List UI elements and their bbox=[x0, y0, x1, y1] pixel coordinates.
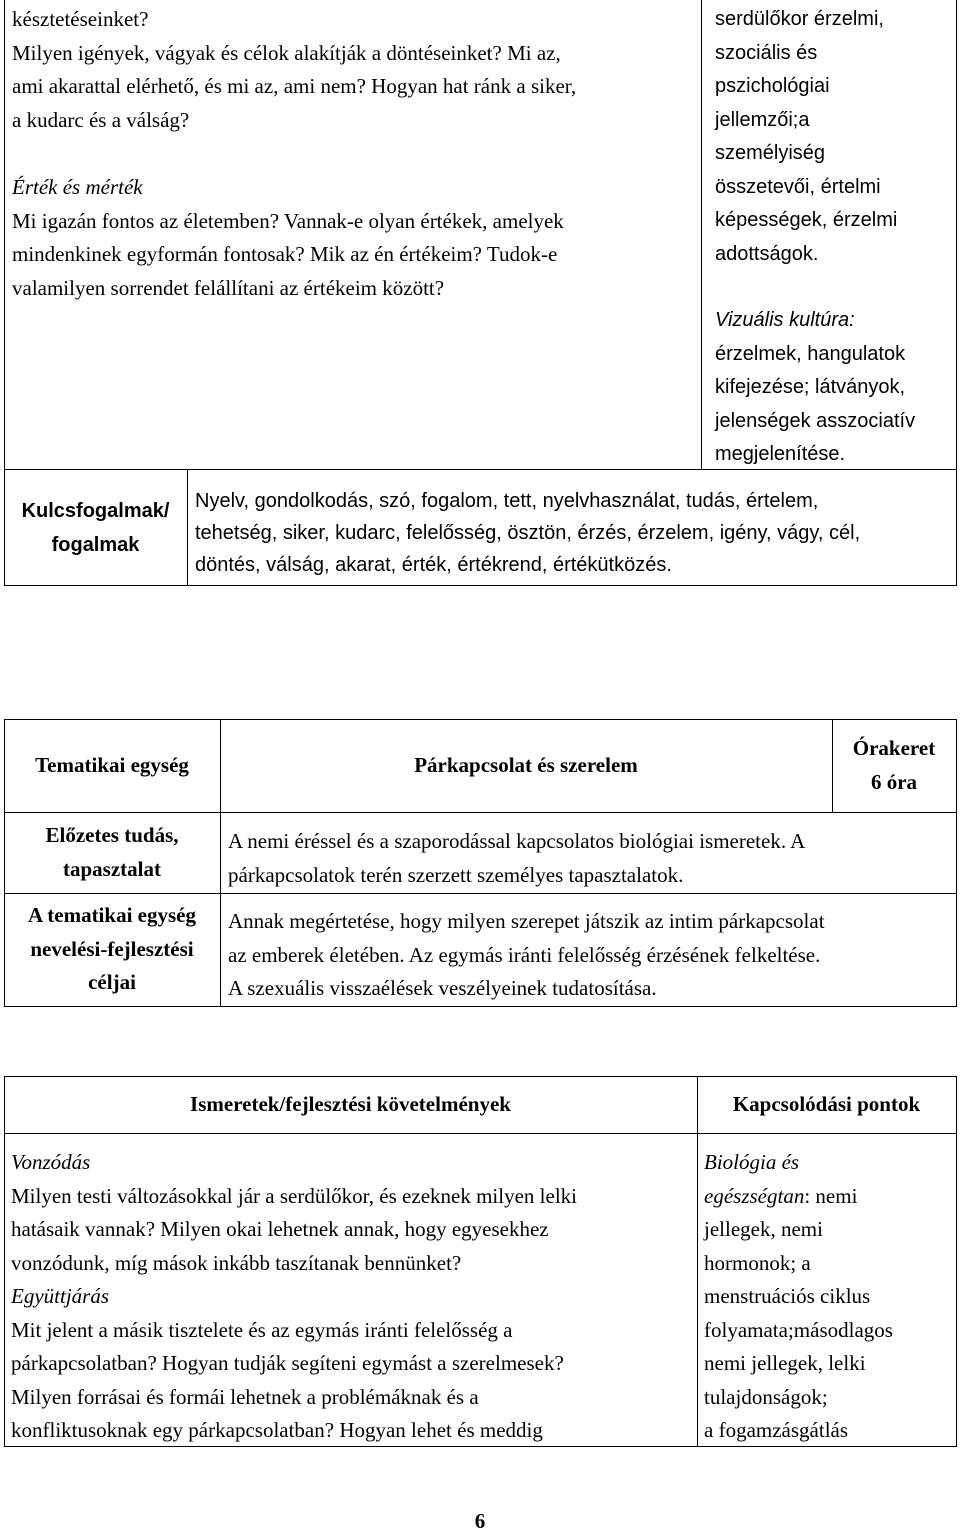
value-section bbox=[12, 171, 564, 305]
hours-cell bbox=[832, 732, 956, 799]
subject-line: kifejezése; látványok, bbox=[715, 376, 906, 398]
label-line: tapasztalat bbox=[63, 856, 161, 881]
label-line: A tematikai egység bbox=[28, 903, 196, 927]
table-2-border-right bbox=[956, 719, 957, 1007]
table-3-border-header bbox=[4, 1133, 957, 1134]
connection-line: jellemzői;a bbox=[715, 108, 810, 131]
hours-label: Órakeret bbox=[852, 736, 936, 760]
table-2-border-bottom bbox=[4, 1006, 957, 1007]
subject-title-part: egészségtan bbox=[704, 1183, 805, 1208]
label-line: céljai bbox=[88, 970, 136, 994]
connections-line: tulajdonságok; bbox=[704, 1384, 828, 1409]
subject-line: érzelmek, hangulatok bbox=[715, 342, 906, 365]
requirements-line: konfliktusoknak egy párkapcsolatban? Hogyan lehet és meddig bbox=[11, 1418, 543, 1442]
question-line: Milyen igények, vágyak és célok alakítják a döntéseinket? Mi az, bbox=[12, 40, 561, 65]
table-2-border-top bbox=[4, 719, 957, 720]
section-line: valamilyen sorrendet felállítani az értékeim között? bbox=[12, 275, 445, 300]
connection-line: összetevői, értelmi bbox=[715, 175, 881, 198]
goals-label bbox=[4, 899, 220, 1000]
subject-line: jelenségek asszociatív bbox=[715, 409, 916, 432]
unit-title: Párkapcsolat és szerelem bbox=[414, 753, 638, 777]
section-line: mindenkinek egyformán fontosak? Mik az én értékeim? Tudok-e bbox=[12, 242, 558, 266]
table-1-border-right bbox=[956, 0, 957, 585]
question-line: ami akarattal elérhető, és mi az, ami nem? Hogyan hat ránk a siker, bbox=[12, 74, 577, 98]
table-1-border-bottom bbox=[4, 585, 957, 586]
requirements-line: vonzódunk, míg mások inkább taszítanak bennünket? bbox=[11, 1250, 462, 1275]
section-title: Együttjárás bbox=[11, 1284, 109, 1308]
page-number: 6 bbox=[474, 1509, 486, 1533]
label-line: fogalmak bbox=[51, 533, 140, 556]
connection-line: serdülőkor érzelmi, bbox=[715, 8, 884, 30]
table-2-border-row bbox=[4, 893, 957, 894]
goals-text bbox=[228, 905, 825, 1006]
connection-text bbox=[715, 3, 897, 271]
label-line: Előzetes tudás, bbox=[45, 823, 179, 847]
table-1-border-middle bbox=[701, 0, 702, 469]
connections-header: Kapcsolódási pontok bbox=[732, 1092, 921, 1116]
connections-line: jellegek, nemi bbox=[704, 1217, 823, 1241]
prior-knowledge-label bbox=[4, 819, 220, 886]
requirements-line: hatásaik vannak? Milyen okai lehetnek annak, hogy egyesekhez bbox=[11, 1217, 549, 1241]
subject-rest: : nemi bbox=[804, 1183, 858, 1208]
subject-line: megjelenítése. bbox=[715, 443, 846, 465]
connections-line: nemi jellegek, lelki bbox=[704, 1351, 866, 1375]
table-3-border-middle bbox=[697, 1076, 698, 1447]
requirements-line: párkapcsolatban? Hogyan tudják segíteni egymást a szerelmesek? bbox=[11, 1351, 564, 1375]
requirements-line: Mit jelent a másik tisztelete és az egymás iránti felelősség a bbox=[11, 1317, 513, 1342]
table-3-border-right bbox=[956, 1076, 957, 1447]
hours-value: 6 óra bbox=[870, 769, 918, 794]
connection-line: adottságok. bbox=[715, 242, 819, 265]
subject-line bbox=[704, 1180, 893, 1214]
label-line: Kulcsfogalmak/ bbox=[21, 500, 170, 522]
goals-line: Annak megértetése, hogy milyen szerepet játszik az intim párkapcsolat bbox=[228, 909, 825, 933]
connections-line: a fogamzásgátlás bbox=[704, 1418, 849, 1442]
key-concepts-text bbox=[195, 485, 860, 581]
prior-line: A nemi éréssel és a szaporodással kapcsolatos biológiai ismeretek. A bbox=[228, 829, 806, 853]
requirements-line: Milyen testi változásokkal jár a serdülőkor, és ezeknek milyen lelki bbox=[11, 1183, 577, 1208]
requirements-line: Milyen forrásai és formái lehetnek a problémáknak és a bbox=[11, 1384, 479, 1409]
goals-line: az emberek életében. Az egymás iránti felelősség érzésének felkeltése. bbox=[228, 942, 821, 967]
connection-line: szociális és bbox=[715, 41, 818, 64]
question-line: a kudarc és a válság? bbox=[12, 107, 190, 132]
goals-line: A szexuális visszaélések veszélyeinek tudatosítása. bbox=[228, 976, 657, 1000]
connection-line: személyiség bbox=[715, 142, 826, 164]
visual-culture-section bbox=[715, 304, 915, 472]
table-1-border-label bbox=[187, 469, 188, 585]
table-3-border-top bbox=[4, 1076, 957, 1077]
subject-title: Vizuális kultúra: bbox=[715, 309, 855, 331]
unit-label: Tematikai egység bbox=[35, 753, 189, 777]
requirements-text bbox=[11, 1146, 577, 1448]
concepts-line: Nyelv, gondolkodás, szó, fogalom, tett, nyelvhasználat, tudás, értelem, bbox=[195, 490, 819, 512]
section-title: Vonzódás bbox=[11, 1150, 91, 1174]
question-text bbox=[12, 3, 576, 137]
connections-line: folyamata;másodlagos bbox=[704, 1317, 893, 1342]
table-3-border-left bbox=[4, 1076, 5, 1447]
concepts-line: tehetség, siker, kudarc, felelősség, ösztön, érzés, érzelem, igény, vágy, cél, bbox=[195, 522, 861, 544]
concepts-line: döntés, válság, akarat, érték, értékrend, értékütközés. bbox=[195, 554, 672, 576]
connections-text bbox=[704, 1146, 893, 1448]
connections-line: hormonok; a bbox=[704, 1250, 811, 1275]
table-2-border-header bbox=[4, 812, 957, 813]
connection-line: pszichológiai bbox=[715, 75, 830, 97]
section-line: Mi igazán fontos az életemben? Vannak-e olyan értékek, amelyek bbox=[12, 208, 564, 233]
connection-line: képességek, érzelmi bbox=[715, 209, 898, 231]
question-line: késztetéseinket? bbox=[12, 7, 149, 31]
connections-line: menstruációs ciklus bbox=[704, 1284, 871, 1308]
prior-line: párkapcsolatok terén szerzett személyes tapasztalatok. bbox=[228, 862, 684, 887]
key-concepts-label bbox=[4, 495, 187, 562]
label-line: nevelési-fejlesztési bbox=[30, 936, 194, 961]
subject-title: Biológia és bbox=[704, 1150, 800, 1174]
prior-knowledge-text bbox=[228, 825, 805, 892]
requirements-header: Ismeretek/fejlesztési követelmények bbox=[190, 1092, 511, 1116]
section-title: Érték és mérték bbox=[12, 175, 143, 199]
